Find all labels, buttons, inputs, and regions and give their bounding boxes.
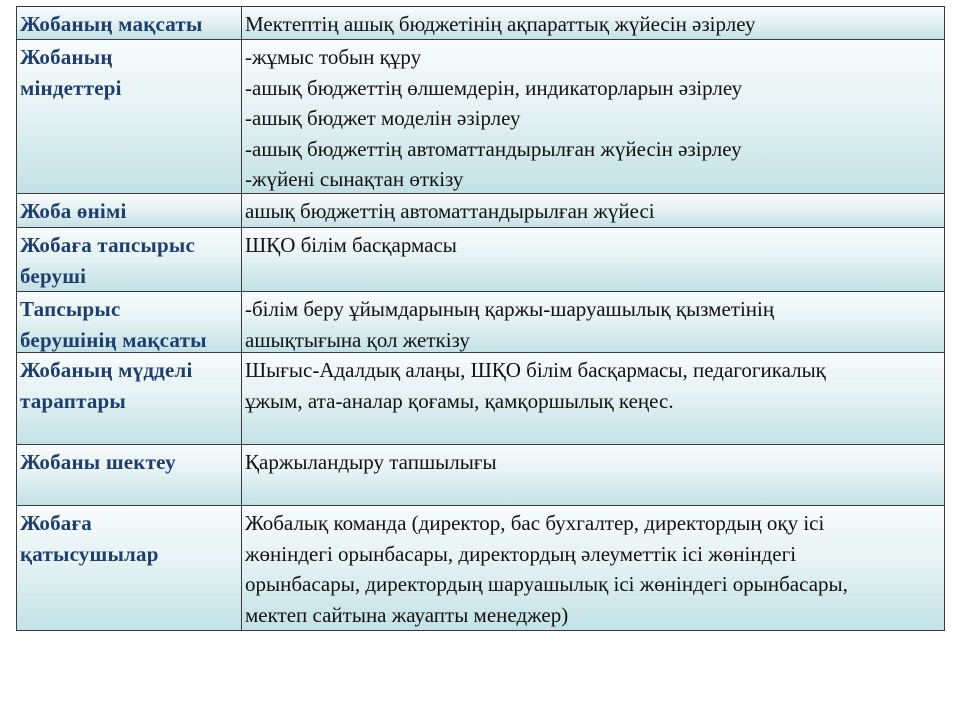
value-line: -жүйені сынақтан өткізу bbox=[245, 167, 464, 191]
table-row bbox=[17, 445, 945, 506]
value-line: жөніндегі орынбасары, директордың әлеуметтік ісі жөніндегі bbox=[245, 541, 797, 566]
row-value-product bbox=[242, 194, 945, 228]
label-line: Тапсырыс bbox=[20, 297, 121, 321]
value-line: Мектептің ашық бюджетінің ақпараттық жүйесін әзірлеу bbox=[245, 12, 756, 36]
value-line: ұжым, ата-аналар қоғамы, қамқоршылық кеңес. bbox=[245, 388, 674, 413]
row-label-client-goal bbox=[17, 292, 242, 353]
row-value-tasks bbox=[242, 40, 945, 194]
row-label-stakeholders bbox=[17, 353, 242, 445]
value-line: Жобалық команда (директор, бас бухгалтер, директордың оқу ісі bbox=[245, 511, 825, 535]
row-label-constraints bbox=[17, 445, 242, 506]
row-value-participants bbox=[242, 506, 945, 631]
table-row bbox=[17, 506, 945, 631]
row-value-constraints bbox=[242, 445, 945, 506]
value-line: -ашық бюджеттің өлшемдерін, индикаторларын әзірлеу bbox=[245, 75, 743, 100]
table-row bbox=[17, 228, 945, 292]
value-line: Қаржыландыру тапшылығы bbox=[245, 450, 497, 474]
row-value-client-goal bbox=[242, 292, 945, 353]
label-line: Жобаның bbox=[20, 45, 113, 69]
row-value-stakeholders bbox=[242, 353, 945, 445]
label-line: қатысушылар bbox=[20, 541, 159, 566]
label-line: Жобаның мүдделі bbox=[20, 358, 193, 382]
table-row bbox=[17, 292, 945, 353]
row-label-client bbox=[17, 228, 242, 292]
label-line: Жобаның мақсаты bbox=[20, 12, 203, 36]
value-line: -ашық бюджеттің автоматтандырылған жүйесін әзірлеу bbox=[245, 136, 742, 161]
label-line: Жобаға bbox=[20, 511, 92, 535]
label-line: Жобаны шектеу bbox=[20, 450, 176, 474]
value-line: мектеп сайтына жауапты менеджер) bbox=[245, 602, 569, 627]
value-line: -жұмыс тобын құру bbox=[245, 45, 422, 69]
value-line: ШҚО білім басқармасы bbox=[245, 233, 457, 257]
row-label-tasks bbox=[17, 40, 242, 194]
table-row bbox=[17, 194, 945, 228]
label-line: тараптары bbox=[20, 388, 127, 413]
row-label-participants bbox=[17, 506, 242, 631]
project-table bbox=[16, 6, 945, 631]
label-line: берушінің мақсаты bbox=[20, 327, 207, 352]
value-line: орынбасары, директордың шаруашылық ісі жөніндегі орынбасары, bbox=[245, 572, 848, 596]
value-line: ашықтығына қол жеткізу bbox=[245, 327, 470, 352]
label-line: Жобаға тапсырыс bbox=[20, 233, 195, 257]
table-row bbox=[17, 7, 945, 40]
row-label-goal bbox=[17, 7, 242, 40]
row-value-goal bbox=[242, 7, 945, 40]
label-line: міндеттері bbox=[20, 75, 122, 100]
value-line: -білім беру ұйымдарының қаржы-шаруашылық қызметінің bbox=[245, 297, 775, 321]
table-row bbox=[17, 40, 945, 194]
value-line: ашық бюджеттің автоматтандырылған жүйесі bbox=[245, 199, 655, 223]
label-line: беруші bbox=[20, 263, 87, 288]
value-line: Шығыс-Адалдық алаңы, ШҚО білім басқармасы, педагогикалық bbox=[245, 358, 826, 382]
label-line: Жоба өнімі bbox=[20, 199, 127, 223]
table-row bbox=[17, 353, 945, 445]
row-value-client bbox=[242, 228, 945, 292]
row-label-product bbox=[17, 194, 242, 228]
value-line: -ашық бюджет моделін әзірлеу bbox=[245, 106, 521, 130]
